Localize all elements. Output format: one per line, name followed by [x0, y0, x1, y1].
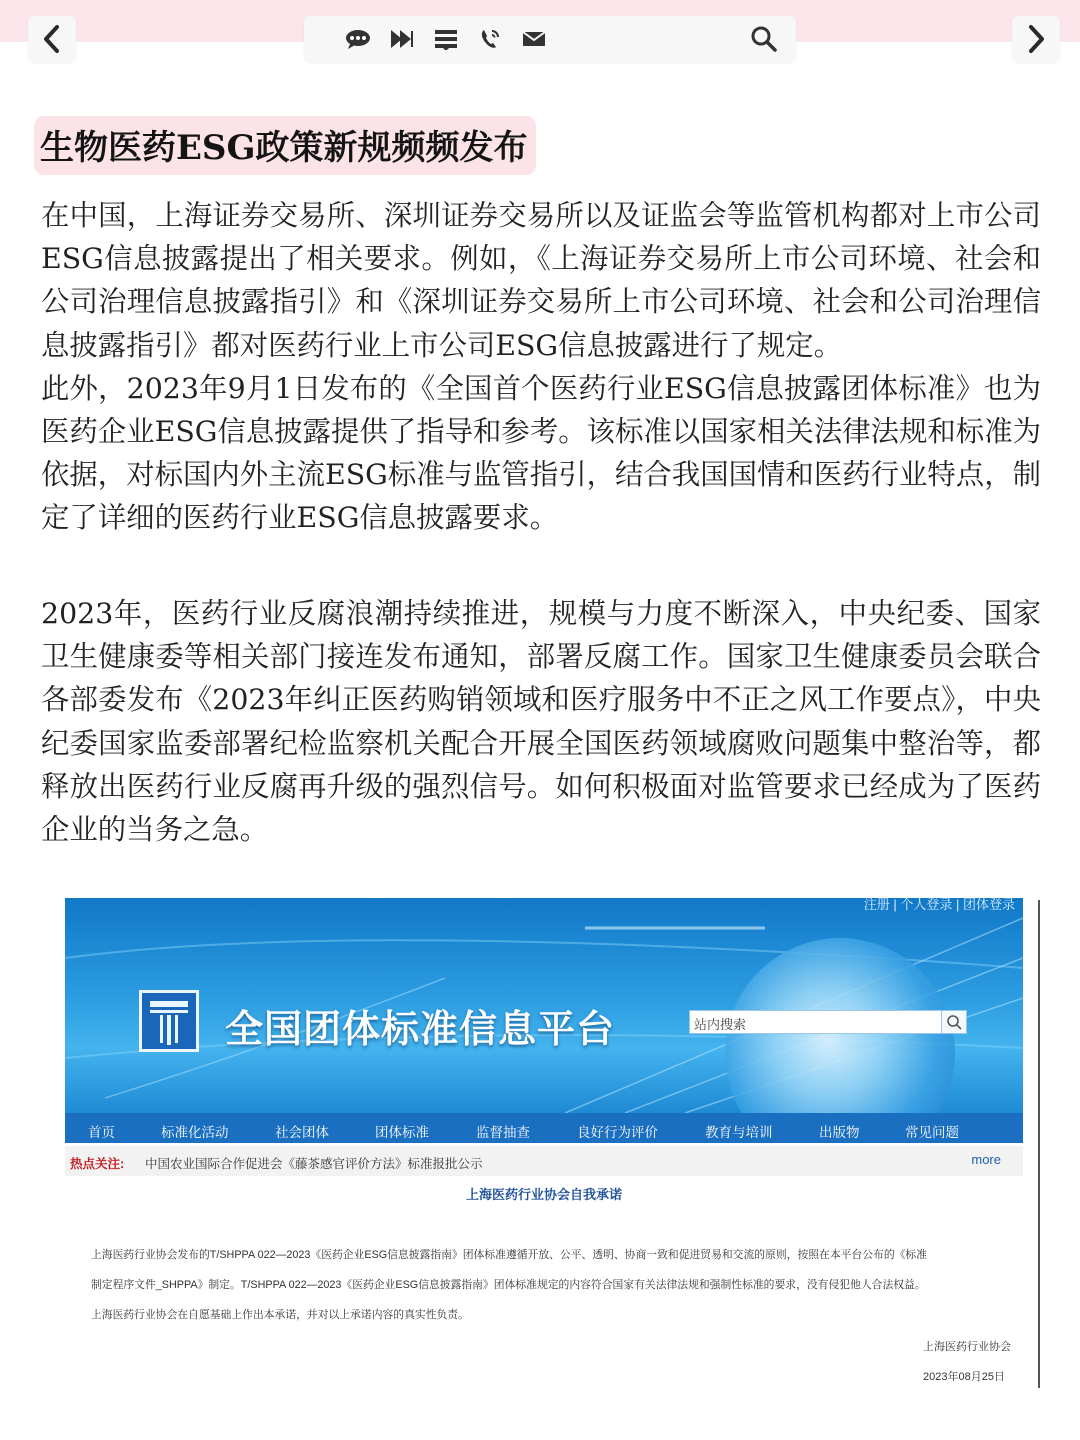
commitment-line-3: 上海医药行业协会在自愿基础上作出本承诺，并对以上承诺内容的真实性负责。	[91, 1309, 469, 1321]
signature-date: 2023年08月25日	[923, 1371, 1005, 1383]
list-icon[interactable]	[424, 24, 468, 54]
more-link[interactable]: more	[971, 1152, 1001, 1167]
mail-icon[interactable]	[512, 24, 556, 54]
hot-label: 热点关注:	[70, 1157, 125, 1171]
signature: 上海医药行业协会	[923, 1341, 1011, 1353]
menu-item-training[interactable]: 教育与培训	[705, 1125, 773, 1140]
platform-title: 全国团体标准信息平台	[225, 1007, 616, 1051]
chat-bubble-icon[interactable]	[336, 24, 380, 54]
hot-topics-bar	[65, 1146, 1023, 1176]
article-body-2	[41, 592, 1041, 851]
login-links[interactable]: 注册 | 个人登录 | 团体登录	[863, 898, 1015, 912]
title-wrap	[34, 116, 536, 175]
phone-icon[interactable]	[468, 24, 512, 54]
menu-item-publications[interactable]: 出版物	[819, 1125, 860, 1140]
hot-link[interactable]: 中国农业国际合作促进会《藤茶感官评价方法》标准报批公示	[145, 1157, 483, 1171]
commitment-heading: 上海医药行业协会自我承诺	[465, 1187, 622, 1202]
menu-item-evaluation[interactable]: 良好行为评价	[577, 1125, 658, 1140]
fast-forward-icon[interactable]	[380, 24, 424, 54]
menu-item-inspection[interactable]: 监督抽查	[476, 1125, 530, 1140]
menu-item-home[interactable]: 首页	[88, 1125, 115, 1140]
chevron-left-icon	[41, 24, 63, 54]
search-icon	[946, 1014, 962, 1030]
chevron-right-icon	[1025, 24, 1047, 54]
back-button[interactable]	[28, 16, 76, 62]
search-icon[interactable]	[750, 25, 778, 57]
platform-menu	[65, 1113, 1023, 1143]
screenshot-border	[1038, 900, 1040, 1388]
forward-button[interactable]	[1012, 16, 1060, 62]
paragraph-3: 2023年，医药行业反腐浪潮持续推进，规模与力度不断深入，中央纪委、国家卫生健康委等相关部门接连发布通知，部署反腐工作。国家卫生健康委员会联合各部委发布《2023年纠正医药购销领域和医疗服务中不正之风工作要点》，中央纪委国家监委部署纪检监察机关配合开展全国医药领域腐败问题集中整治等，都释放出医药行业反腐再升级的强烈信号。如何积极面对监管要求已经成为了医药企业的当务之急。	[41, 597, 1041, 847]
menu-item-faq[interactable]: 常见问题	[905, 1125, 959, 1140]
site-search-button[interactable]	[941, 1010, 967, 1034]
paragraph-1: 在中国，上海证券交易所、深圳证券交易所以及证监会等监管机构都对上市公司ESG信息披露提出了相关要求。例如，《上海证券交易所上市公司环境、社会和公司治理信息披露指引》和《深圳证券交易所上市公司环境、社会和公司治理信息披露指引》都对医药行业上市公司ESG信息披露进行了规定。	[41, 199, 1041, 362]
commitment-line-1: 上海医药行业协会发布的T/SHPPA 022—2023《医药企业ESG信息披露指南》团体标准遵循开放、公平、透明、协商一致和促进贸易和交流的原则，按照在本平台公布的《标准	[91, 1249, 928, 1261]
menu-item-standards[interactable]: 团体标准	[375, 1125, 429, 1140]
paragraph-2: 此外，2023年9月1日发布的《全国首个医药行业ESG信息披露团体标准》也为医药企业ESG信息披露提供了指导和参考。该标准以国家相关法律法规和标准为依据，对标国内外主流ESG标准与监管指引，结合我国国情和医药行业特点，制定了详细的医药行业ESG信息披露要求。	[41, 371, 1041, 535]
platform-banner	[65, 898, 1023, 1113]
commitment-line-2: 制定程序文件_SHPPA》制定。T/SHPPA 022—2023《医药企业ESG信息披露指南》团体标准规定的内容符合国家有关法律法规和强制性标准的要求，没有侵犯他人合法权益。	[91, 1279, 926, 1291]
toolbar	[304, 16, 796, 62]
embedded-screenshot	[65, 898, 1023, 1388]
menu-item-groups[interactable]: 社会团体	[275, 1125, 329, 1140]
commitment-body	[91, 1240, 1021, 1330]
article-body-1	[41, 194, 1041, 540]
platform-logo	[139, 990, 199, 1052]
site-search-input[interactable]: 站内搜索	[689, 1010, 967, 1034]
menu-item-activities[interactable]: 标准化活动	[161, 1125, 229, 1140]
article-title: 生物医药ESG政策新规频频发布	[34, 116, 536, 175]
